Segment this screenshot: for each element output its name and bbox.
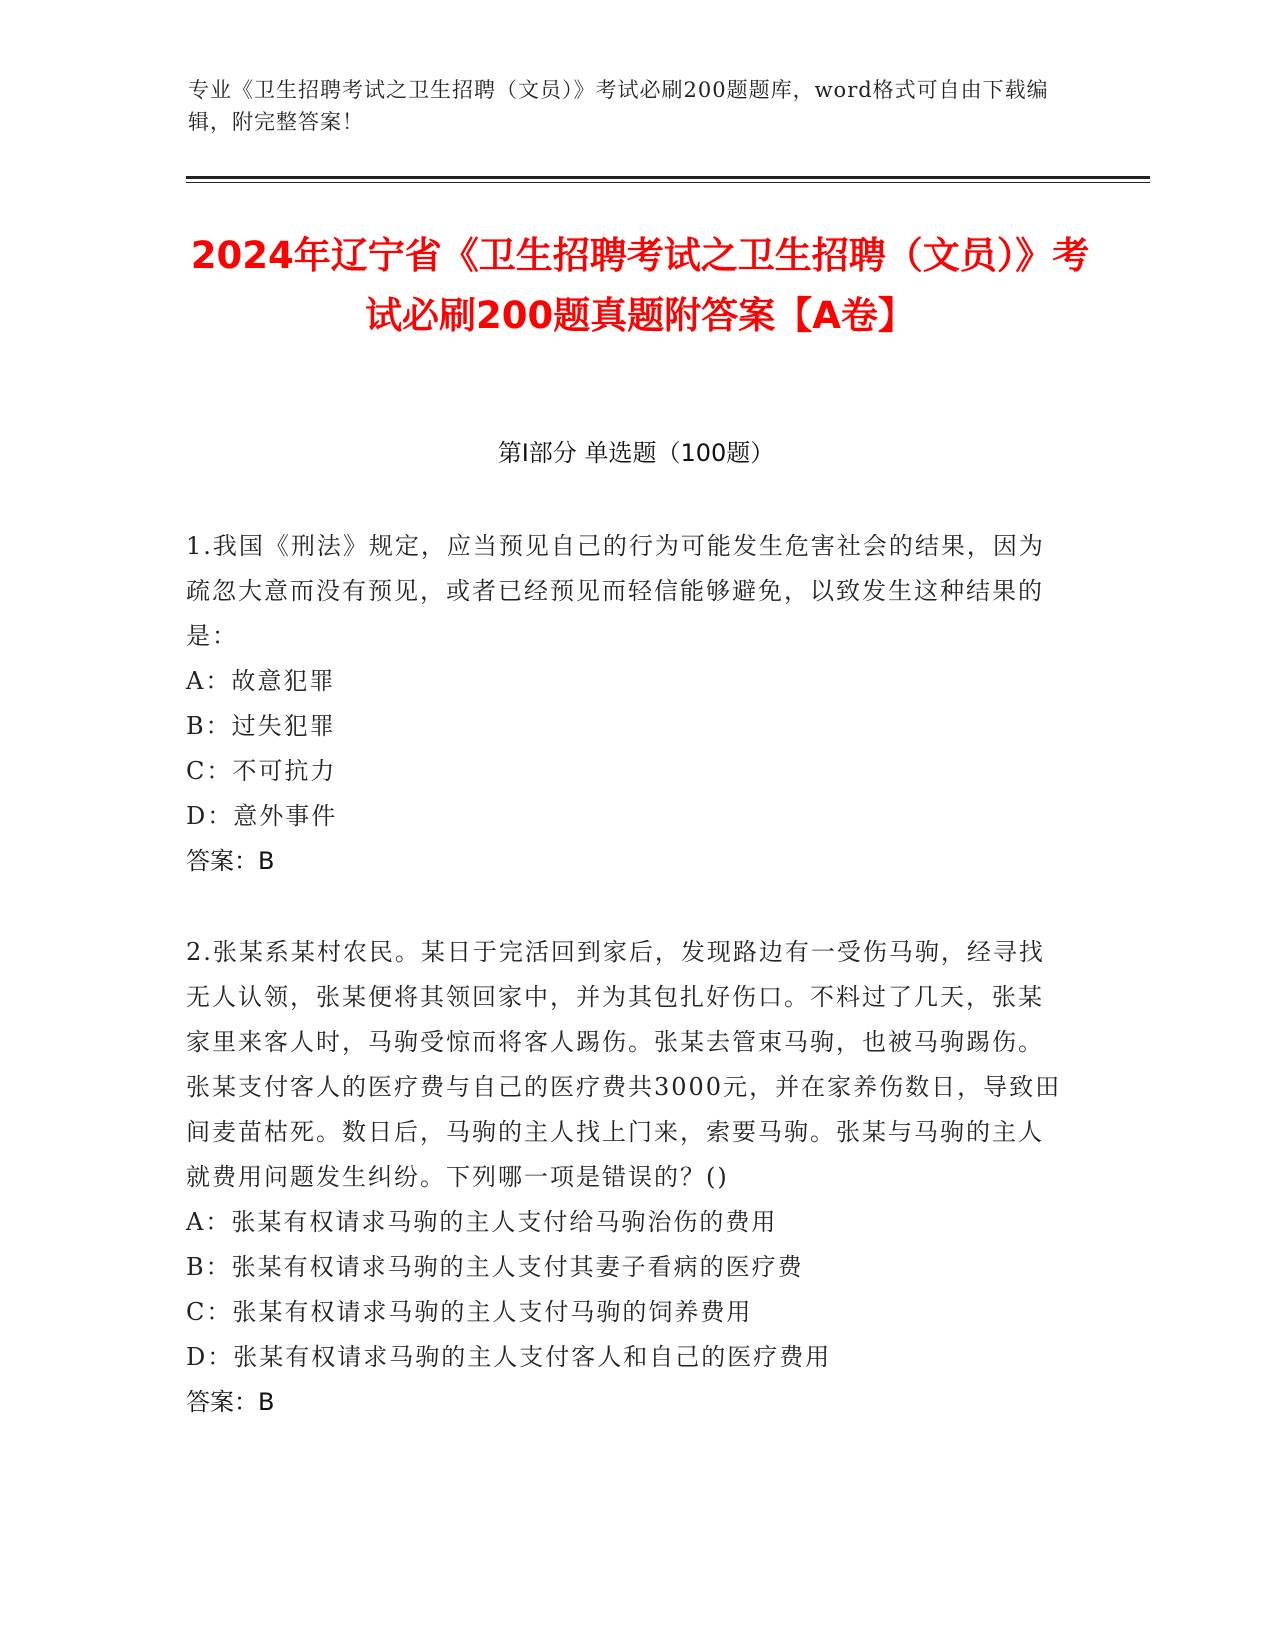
question-stem: 1.我国《刑法》规定，应当预见自己的行为可能发生危害社会的结果，因为疏忽大意而没有预见，或者已经预见而轻信能够避免，以致发生这种结果的是： xyxy=(186,532,1045,650)
option-d: D：张某有权请求马驹的主人支付客人和自己的医疗费用 xyxy=(186,1343,832,1371)
option-b: B：过失犯罪 xyxy=(186,712,336,740)
header-divider-thin xyxy=(186,182,1150,183)
option-c: C：张某有权请求马驹的主人支付马驹的饲养费用 xyxy=(186,1298,753,1326)
answer-line: 答案：B xyxy=(186,847,275,875)
section-title: 第Ⅰ部分 单选题（100题） xyxy=(497,439,775,467)
question-1 xyxy=(186,524,1066,884)
question-2 xyxy=(186,930,1066,1425)
question-stem: 2.张某系某村农民。某日于完活回到家后，发现路边有一受伤马驹，经寻找无人认领，张某便将其领回家中，并为其包扎好伤口。不料过了几天，张某家里来客人时，马驹受惊而将客人踢伤。张某去管束马驹，也被马驹踢伤。张某支付客人的医疗费与自己的医疗费共3000元，并在家养伤数日，导致田间麦苗枯死。数日后，马驹的主人找上门来，索要马驹。张某与马驹的主人就费用问题发生纠纷。下列哪一项是错误的？() xyxy=(186,938,1062,1191)
option-d: D：意外事件 xyxy=(186,802,338,830)
option-a: A：张某有权请求马驹的主人支付给马驹治伤的费用 xyxy=(186,1208,778,1236)
option-a: A：故意犯罪 xyxy=(186,667,336,695)
header-note: 专业《卫生招聘考试之卫生招聘（文员）》考试必刷200题题库，word格式可自由下载编辑，附完整答案！ xyxy=(188,78,1049,134)
answer-line: 答案：B xyxy=(186,1388,275,1416)
option-b: B：张某有权请求马驹的主人支付其妻子看病的医疗费 xyxy=(186,1253,804,1281)
header-divider-thick xyxy=(186,176,1150,179)
document-title: 2024年辽宁省《卫生招聘考试之卫生招聘（文员）》考试必刷200题真题附答案【A卷】 xyxy=(190,234,1090,337)
option-c: C：不可抗力 xyxy=(186,757,337,785)
